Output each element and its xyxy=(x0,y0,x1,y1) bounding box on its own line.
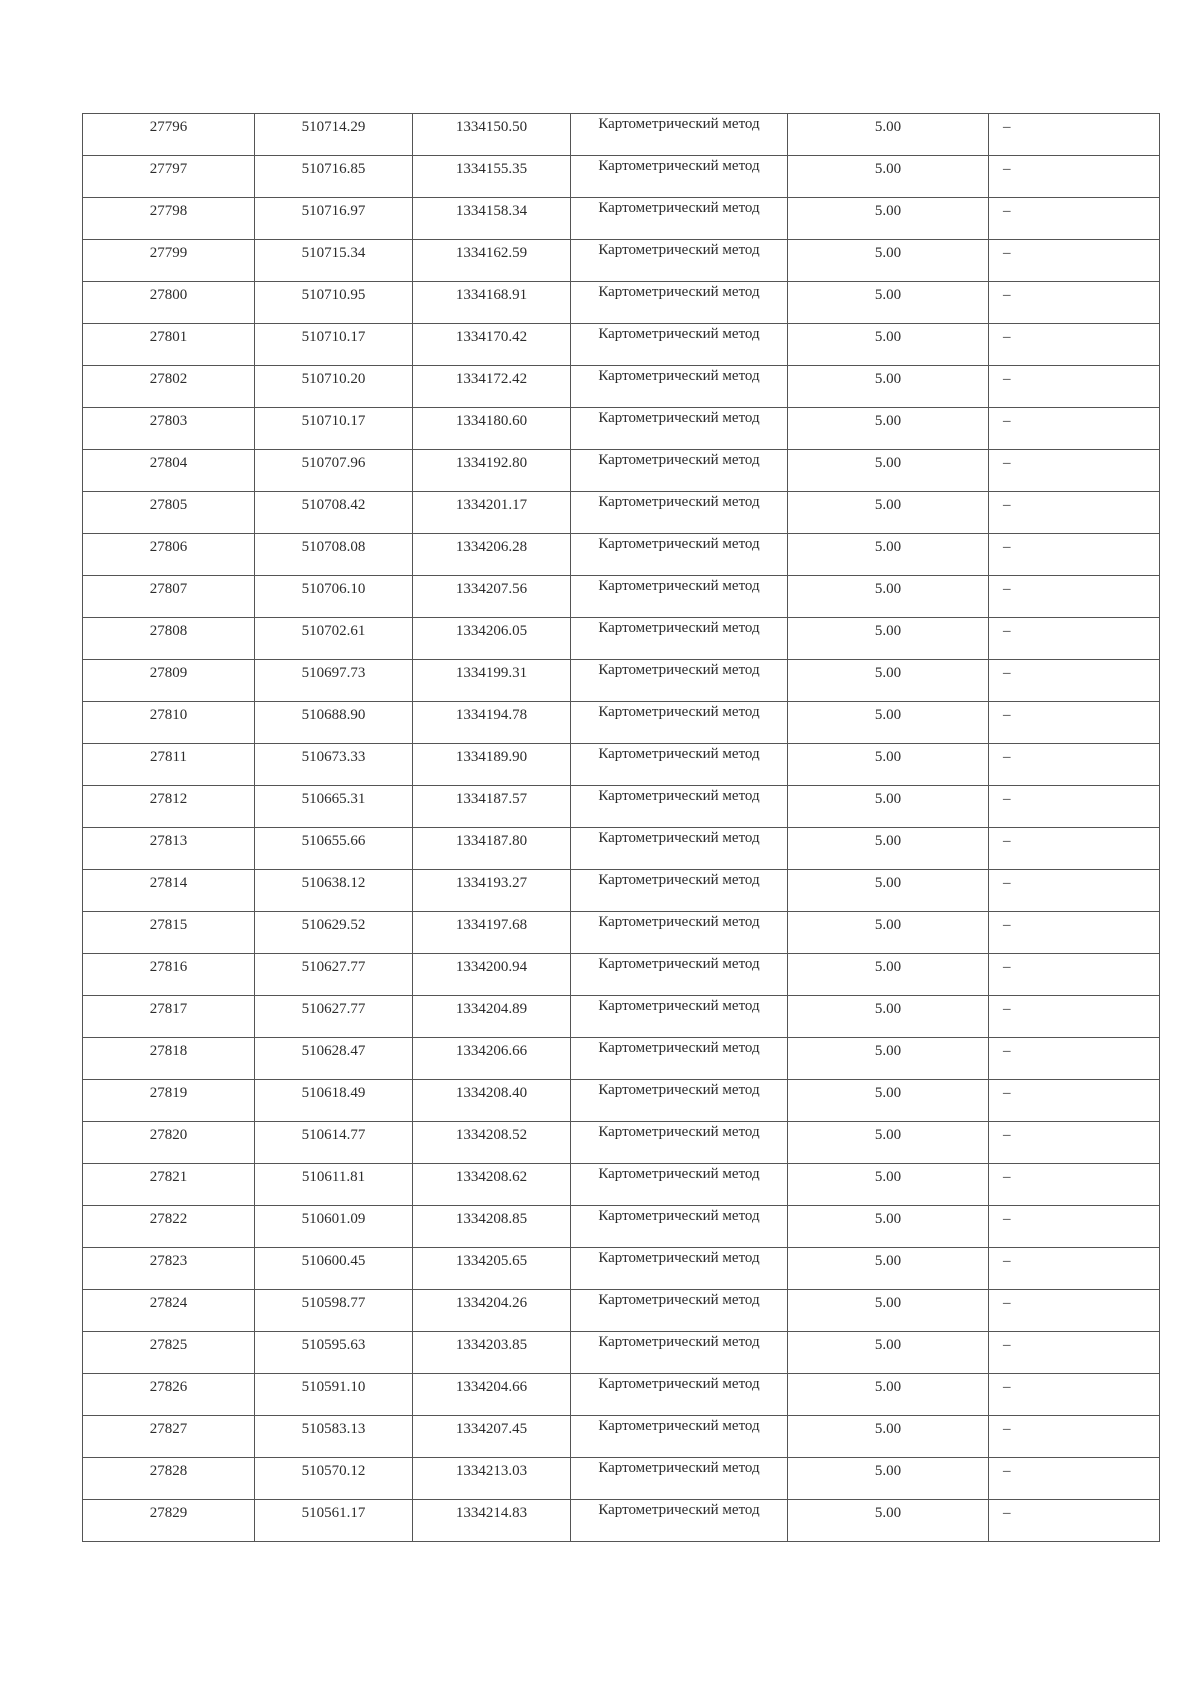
accuracy-cell: 5.00 xyxy=(788,1164,989,1206)
accuracy-cell: 5.00 xyxy=(788,156,989,198)
x-coordinate-cell: 510583.13 xyxy=(255,1416,413,1458)
table-row xyxy=(83,912,1160,954)
table-row xyxy=(83,1332,1160,1374)
x-coordinate-cell: 510710.95 xyxy=(255,282,413,324)
point-number-cell: 27829 xyxy=(83,1500,255,1542)
x-coordinate-cell: 510591.10 xyxy=(255,1374,413,1416)
y-coordinate-cell: 1334155.35 xyxy=(413,156,571,198)
method-cell: Картометрический метод xyxy=(571,282,788,324)
coordinates-table xyxy=(82,113,1160,1542)
x-coordinate-cell: 510710.20 xyxy=(255,366,413,408)
table-row xyxy=(83,408,1160,450)
table-row xyxy=(83,660,1160,702)
description-cell: – xyxy=(989,408,1160,450)
method-cell: Картометрический метод xyxy=(571,324,788,366)
table-row xyxy=(83,618,1160,660)
description-cell: – xyxy=(989,534,1160,576)
description-cell: – xyxy=(989,492,1160,534)
point-number-cell: 27828 xyxy=(83,1458,255,1500)
description-cell: – xyxy=(989,954,1160,996)
description-cell: – xyxy=(989,1374,1160,1416)
point-number-cell: 27826 xyxy=(83,1374,255,1416)
y-coordinate-cell: 1334168.91 xyxy=(413,282,571,324)
point-number-cell: 27823 xyxy=(83,1248,255,1290)
point-number-cell: 27816 xyxy=(83,954,255,996)
table-row xyxy=(83,786,1160,828)
method-cell: Картометрический метод xyxy=(571,114,788,156)
point-number-cell: 27817 xyxy=(83,996,255,1038)
y-coordinate-cell: 1334204.89 xyxy=(413,996,571,1038)
table-row xyxy=(83,156,1160,198)
y-coordinate-cell: 1334205.65 xyxy=(413,1248,571,1290)
point-number-cell: 27813 xyxy=(83,828,255,870)
description-cell: – xyxy=(989,786,1160,828)
method-cell: Картометрический метод xyxy=(571,1248,788,1290)
accuracy-cell: 5.00 xyxy=(788,198,989,240)
table-row xyxy=(83,1500,1160,1542)
point-number-cell: 27807 xyxy=(83,576,255,618)
accuracy-cell: 5.00 xyxy=(788,1248,989,1290)
description-cell: – xyxy=(989,1290,1160,1332)
point-number-cell: 27825 xyxy=(83,1332,255,1374)
point-number-cell: 27827 xyxy=(83,1416,255,1458)
table-row xyxy=(83,1038,1160,1080)
x-coordinate-cell: 510601.09 xyxy=(255,1206,413,1248)
description-cell: – xyxy=(989,1206,1160,1248)
description-cell: – xyxy=(989,870,1160,912)
accuracy-cell: 5.00 xyxy=(788,744,989,786)
table-row xyxy=(83,954,1160,996)
x-coordinate-cell: 510618.49 xyxy=(255,1080,413,1122)
y-coordinate-cell: 1334200.94 xyxy=(413,954,571,996)
description-cell: – xyxy=(989,702,1160,744)
x-coordinate-cell: 510673.33 xyxy=(255,744,413,786)
x-coordinate-cell: 510702.61 xyxy=(255,618,413,660)
method-cell: Картометрический метод xyxy=(571,954,788,996)
accuracy-cell: 5.00 xyxy=(788,366,989,408)
y-coordinate-cell: 1334204.26 xyxy=(413,1290,571,1332)
y-coordinate-cell: 1334192.80 xyxy=(413,450,571,492)
table-row xyxy=(83,1122,1160,1164)
accuracy-cell: 5.00 xyxy=(788,1416,989,1458)
table-row xyxy=(83,366,1160,408)
y-coordinate-cell: 1334187.57 xyxy=(413,786,571,828)
description-cell: – xyxy=(989,618,1160,660)
accuracy-cell: 5.00 xyxy=(788,492,989,534)
x-coordinate-cell: 510570.12 xyxy=(255,1458,413,1500)
x-coordinate-cell: 510638.12 xyxy=(255,870,413,912)
method-cell: Картометрический метод xyxy=(571,576,788,618)
method-cell: Картометрический метод xyxy=(571,1164,788,1206)
x-coordinate-cell: 510598.77 xyxy=(255,1290,413,1332)
y-coordinate-cell: 1334214.83 xyxy=(413,1500,571,1542)
accuracy-cell: 5.00 xyxy=(788,114,989,156)
y-coordinate-cell: 1334206.66 xyxy=(413,1038,571,1080)
method-cell: Картометрический метод xyxy=(571,156,788,198)
point-number-cell: 27808 xyxy=(83,618,255,660)
accuracy-cell: 5.00 xyxy=(788,870,989,912)
x-coordinate-cell: 510561.17 xyxy=(255,1500,413,1542)
description-cell: – xyxy=(989,996,1160,1038)
accuracy-cell: 5.00 xyxy=(788,324,989,366)
point-number-cell: 27818 xyxy=(83,1038,255,1080)
point-number-cell: 27800 xyxy=(83,282,255,324)
accuracy-cell: 5.00 xyxy=(788,702,989,744)
accuracy-cell: 5.00 xyxy=(788,828,989,870)
table-row xyxy=(83,576,1160,618)
point-number-cell: 27821 xyxy=(83,1164,255,1206)
y-coordinate-cell: 1334208.85 xyxy=(413,1206,571,1248)
description-cell: – xyxy=(989,912,1160,954)
x-coordinate-cell: 510710.17 xyxy=(255,324,413,366)
point-number-cell: 27819 xyxy=(83,1080,255,1122)
coordinates-table-body xyxy=(83,114,1160,1542)
accuracy-cell: 5.00 xyxy=(788,1038,989,1080)
point-number-cell: 27797 xyxy=(83,156,255,198)
description-cell: – xyxy=(989,576,1160,618)
method-cell: Картометрический метод xyxy=(571,1374,788,1416)
description-cell: – xyxy=(989,198,1160,240)
description-cell: – xyxy=(989,156,1160,198)
y-coordinate-cell: 1334203.85 xyxy=(413,1332,571,1374)
point-number-cell: 27809 xyxy=(83,660,255,702)
accuracy-cell: 5.00 xyxy=(788,996,989,1038)
y-coordinate-cell: 1334150.50 xyxy=(413,114,571,156)
y-coordinate-cell: 1334208.62 xyxy=(413,1164,571,1206)
method-cell: Картометрический метод xyxy=(571,786,788,828)
point-number-cell: 27802 xyxy=(83,366,255,408)
method-cell: Картометрический метод xyxy=(571,912,788,954)
accuracy-cell: 5.00 xyxy=(788,912,989,954)
accuracy-cell: 5.00 xyxy=(788,450,989,492)
description-cell: – xyxy=(989,1122,1160,1164)
method-cell: Картометрический метод xyxy=(571,996,788,1038)
y-coordinate-cell: 1334158.34 xyxy=(413,198,571,240)
x-coordinate-cell: 510627.77 xyxy=(255,996,413,1038)
x-coordinate-cell: 510627.77 xyxy=(255,954,413,996)
table-row xyxy=(83,1416,1160,1458)
x-coordinate-cell: 510665.31 xyxy=(255,786,413,828)
x-coordinate-cell: 510595.63 xyxy=(255,1332,413,1374)
x-coordinate-cell: 510714.29 xyxy=(255,114,413,156)
y-coordinate-cell: 1334162.59 xyxy=(413,240,571,282)
description-cell: – xyxy=(989,1458,1160,1500)
x-coordinate-cell: 510628.47 xyxy=(255,1038,413,1080)
method-cell: Картометрический метод xyxy=(571,1206,788,1248)
y-coordinate-cell: 1334197.68 xyxy=(413,912,571,954)
method-cell: Картометрический метод xyxy=(571,1038,788,1080)
method-cell: Картометрический метод xyxy=(571,744,788,786)
table-row xyxy=(83,240,1160,282)
y-coordinate-cell: 1334201.17 xyxy=(413,492,571,534)
description-cell: – xyxy=(989,1080,1160,1122)
method-cell: Картометрический метод xyxy=(571,1416,788,1458)
method-cell: Картометрический метод xyxy=(571,450,788,492)
y-coordinate-cell: 1334213.03 xyxy=(413,1458,571,1500)
table-row xyxy=(83,1374,1160,1416)
description-cell: – xyxy=(989,1164,1160,1206)
table-row xyxy=(83,1206,1160,1248)
accuracy-cell: 5.00 xyxy=(788,576,989,618)
description-cell: – xyxy=(989,1500,1160,1542)
point-number-cell: 27803 xyxy=(83,408,255,450)
x-coordinate-cell: 510600.45 xyxy=(255,1248,413,1290)
accuracy-cell: 5.00 xyxy=(788,618,989,660)
table-row xyxy=(83,996,1160,1038)
y-coordinate-cell: 1334207.56 xyxy=(413,576,571,618)
table-row xyxy=(83,1080,1160,1122)
method-cell: Картометрический метод xyxy=(571,618,788,660)
description-cell: – xyxy=(989,450,1160,492)
method-cell: Картометрический метод xyxy=(571,870,788,912)
accuracy-cell: 5.00 xyxy=(788,408,989,450)
y-coordinate-cell: 1334170.42 xyxy=(413,324,571,366)
table-row xyxy=(83,828,1160,870)
point-number-cell: 27796 xyxy=(83,114,255,156)
table-row xyxy=(83,870,1160,912)
table-row xyxy=(83,1248,1160,1290)
method-cell: Картометрический метод xyxy=(571,492,788,534)
y-coordinate-cell: 1334207.45 xyxy=(413,1416,571,1458)
description-cell: – xyxy=(989,1416,1160,1458)
x-coordinate-cell: 510629.52 xyxy=(255,912,413,954)
accuracy-cell: 5.00 xyxy=(788,1374,989,1416)
x-coordinate-cell: 510710.17 xyxy=(255,408,413,450)
table-row xyxy=(83,114,1160,156)
accuracy-cell: 5.00 xyxy=(788,1080,989,1122)
point-number-cell: 27810 xyxy=(83,702,255,744)
y-coordinate-cell: 1334194.78 xyxy=(413,702,571,744)
description-cell: – xyxy=(989,1248,1160,1290)
x-coordinate-cell: 510614.77 xyxy=(255,1122,413,1164)
table-row xyxy=(83,1290,1160,1332)
point-number-cell: 27814 xyxy=(83,870,255,912)
method-cell: Картометрический метод xyxy=(571,1122,788,1164)
method-cell: Картометрический метод xyxy=(571,366,788,408)
point-number-cell: 27820 xyxy=(83,1122,255,1164)
table-row xyxy=(83,450,1160,492)
description-cell: – xyxy=(989,1038,1160,1080)
accuracy-cell: 5.00 xyxy=(788,1332,989,1374)
accuracy-cell: 5.00 xyxy=(788,534,989,576)
method-cell: Картометрический метод xyxy=(571,660,788,702)
accuracy-cell: 5.00 xyxy=(788,954,989,996)
description-cell: – xyxy=(989,1332,1160,1374)
point-number-cell: 27804 xyxy=(83,450,255,492)
point-number-cell: 27799 xyxy=(83,240,255,282)
x-coordinate-cell: 510706.10 xyxy=(255,576,413,618)
description-cell: – xyxy=(989,282,1160,324)
description-cell: – xyxy=(989,660,1160,702)
description-cell: – xyxy=(989,828,1160,870)
method-cell: Картометрический метод xyxy=(571,534,788,576)
table-row xyxy=(83,198,1160,240)
accuracy-cell: 5.00 xyxy=(788,660,989,702)
x-coordinate-cell: 510708.08 xyxy=(255,534,413,576)
method-cell: Картометрический метод xyxy=(571,240,788,282)
point-number-cell: 27815 xyxy=(83,912,255,954)
y-coordinate-cell: 1334206.05 xyxy=(413,618,571,660)
y-coordinate-cell: 1334180.60 xyxy=(413,408,571,450)
method-cell: Картометрический метод xyxy=(571,1500,788,1542)
x-coordinate-cell: 510708.42 xyxy=(255,492,413,534)
accuracy-cell: 5.00 xyxy=(788,1206,989,1248)
table-row xyxy=(83,1164,1160,1206)
y-coordinate-cell: 1334189.90 xyxy=(413,744,571,786)
accuracy-cell: 5.00 xyxy=(788,786,989,828)
accuracy-cell: 5.00 xyxy=(788,1290,989,1332)
x-coordinate-cell: 510707.96 xyxy=(255,450,413,492)
accuracy-cell: 5.00 xyxy=(788,1122,989,1164)
point-number-cell: 27805 xyxy=(83,492,255,534)
y-coordinate-cell: 1334208.52 xyxy=(413,1122,571,1164)
table-row xyxy=(83,702,1160,744)
description-cell: – xyxy=(989,744,1160,786)
method-cell: Картометрический метод xyxy=(571,1332,788,1374)
x-coordinate-cell: 510611.81 xyxy=(255,1164,413,1206)
method-cell: Картометрический метод xyxy=(571,1080,788,1122)
accuracy-cell: 5.00 xyxy=(788,282,989,324)
method-cell: Картометрический метод xyxy=(571,408,788,450)
y-coordinate-cell: 1334193.27 xyxy=(413,870,571,912)
x-coordinate-cell: 510716.85 xyxy=(255,156,413,198)
description-cell: – xyxy=(989,114,1160,156)
point-number-cell: 27801 xyxy=(83,324,255,366)
accuracy-cell: 5.00 xyxy=(788,240,989,282)
x-coordinate-cell: 510697.73 xyxy=(255,660,413,702)
accuracy-cell: 5.00 xyxy=(788,1458,989,1500)
table-row xyxy=(83,282,1160,324)
table-row xyxy=(83,324,1160,366)
table-row xyxy=(83,534,1160,576)
x-coordinate-cell: 510688.90 xyxy=(255,702,413,744)
table-row xyxy=(83,744,1160,786)
method-cell: Картометрический метод xyxy=(571,198,788,240)
accuracy-cell: 5.00 xyxy=(788,1500,989,1542)
point-number-cell: 27822 xyxy=(83,1206,255,1248)
x-coordinate-cell: 510716.97 xyxy=(255,198,413,240)
x-coordinate-cell: 510715.34 xyxy=(255,240,413,282)
description-cell: – xyxy=(989,240,1160,282)
description-cell: – xyxy=(989,366,1160,408)
point-number-cell: 27806 xyxy=(83,534,255,576)
point-number-cell: 27824 xyxy=(83,1290,255,1332)
method-cell: Картометрический метод xyxy=(571,828,788,870)
y-coordinate-cell: 1334172.42 xyxy=(413,366,571,408)
y-coordinate-cell: 1334206.28 xyxy=(413,534,571,576)
point-number-cell: 27798 xyxy=(83,198,255,240)
y-coordinate-cell: 1334187.80 xyxy=(413,828,571,870)
y-coordinate-cell: 1334204.66 xyxy=(413,1374,571,1416)
y-coordinate-cell: 1334208.40 xyxy=(413,1080,571,1122)
method-cell: Картометрический метод xyxy=(571,1290,788,1332)
x-coordinate-cell: 510655.66 xyxy=(255,828,413,870)
table-row xyxy=(83,1458,1160,1500)
table-row xyxy=(83,492,1160,534)
y-coordinate-cell: 1334199.31 xyxy=(413,660,571,702)
method-cell: Картометрический метод xyxy=(571,1458,788,1500)
description-cell: – xyxy=(989,324,1160,366)
point-number-cell: 27812 xyxy=(83,786,255,828)
point-number-cell: 27811 xyxy=(83,744,255,786)
method-cell: Картометрический метод xyxy=(571,702,788,744)
